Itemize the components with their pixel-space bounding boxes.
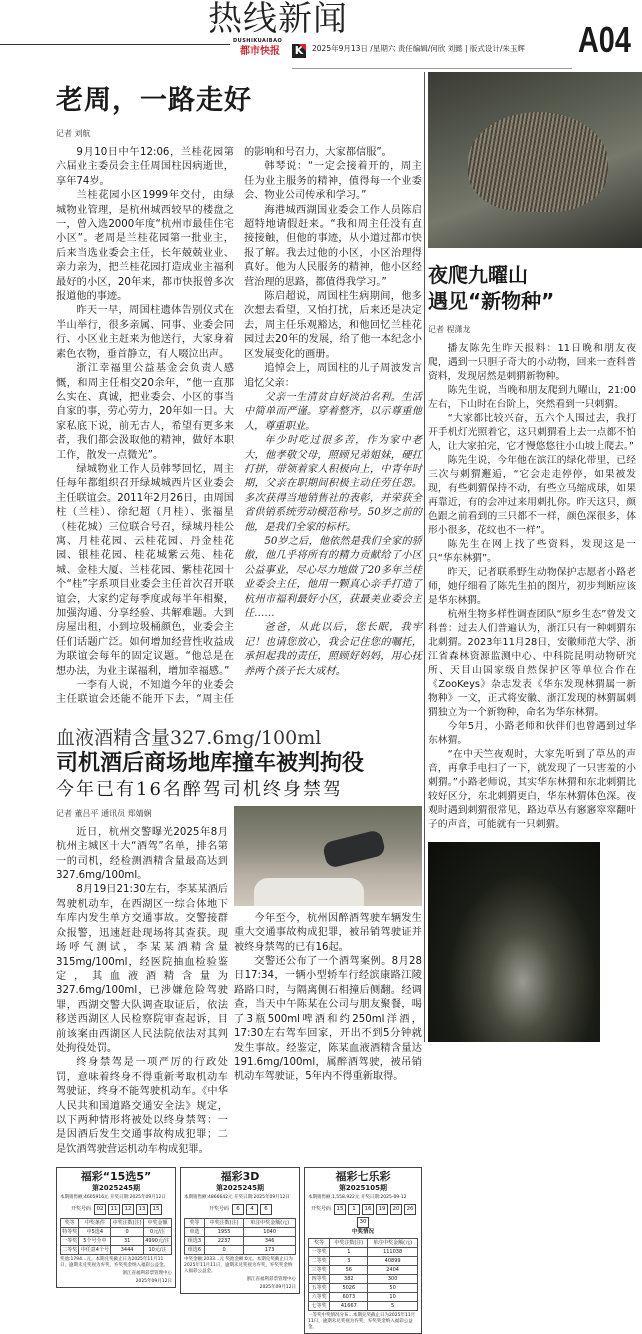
table-header xyxy=(309,1239,418,1248)
table-cell: 346 xyxy=(244,1237,296,1246)
lottery-meta: 本期销售额:4605916元 开奖日期:2025年09月12日 xyxy=(60,1195,166,1201)
hedgehog-figure xyxy=(468,112,608,212)
table-row xyxy=(185,1237,296,1246)
number-ball: 1 xyxy=(348,1204,360,1215)
table-row xyxy=(309,1284,418,1293)
lottery-box xyxy=(180,1167,300,1294)
lottery-title: 福彩七乐彩 xyxy=(335,1170,391,1184)
table-header xyxy=(185,1219,296,1228)
number-ball: 4 xyxy=(246,1204,258,1215)
table-cell: 41667 xyxy=(330,1302,368,1311)
paragraph: 兰桂花园小区1999年交付，由绿城物业管理，是杭州城西较早的楼盘之一，曾入选2000年度“杭州市最佳住宅小区”。老周是兰桂花园第一批业主，后来当选业委会主任，长年兢兢业业、亲力亲为，把兰桂花园打造成业主福利最好的小区，20年来，都市快报曾多次报道他的事迹。 xyxy=(56,190,234,303)
paragraph: 昨天，记者联系野生动物保护志愿者小路老师，她仔细看了陈先生拍的图片，初步判断应该是华东林猬。 xyxy=(428,567,636,606)
table-cell: 1 xyxy=(330,1248,368,1257)
paragraph: 韩琴说：“一定会接着开的，周主任为业主服务的精神，值得每一个业委会、物业公司传承和学习。” xyxy=(244,161,422,202)
paragraph: 父亲一生清贫自好淡泊名利。生活中简单而严谨。穿着整齐，以示尊重他人，尊重职业。 xyxy=(244,391,422,432)
table-cell: 二等奖 xyxy=(62,1247,78,1254)
column-header: 中奖注数(注) xyxy=(112,1220,142,1227)
winning-numbers xyxy=(60,1203,172,1216)
paragraph: 8月19日21:30左右，李某某酒后驾驶机动车，在西湖区一综合体地下车库内发生单方交通事故。交警接群众报警，迅速赶赴现场将其查获。现场呼气测试，李某某酒精含量315mg/100ml，经医院抽血检验鉴定，其血液酒精含量为327.6mg/100ml，已涉嫌危险驾驶罪，西湖交警大队调查取证后，依法移送西湖区人民检察院审查起诉，目前该案由西湖区人民法院依法对其判处拘役处罚。 xyxy=(56,884,228,1054)
table-row xyxy=(309,1257,418,1266)
paragraph: 浙江幸福里公益基金会负责人感慨，和周主任相交20余年，“他一直那么实在、真诚，把业委会、小区的事当自家的事，劳心劳力，20年如一日。大家私底下说，前无古人，希望有更多来者，我们都会汲取他的精神，做好本职工作，散发一点微光”。 xyxy=(56,363,234,461)
masthead xyxy=(0,0,642,72)
column-header: 单注中奖金额(元) xyxy=(244,1219,296,1228)
table-header xyxy=(61,1219,172,1228)
table-row xyxy=(309,1266,418,1275)
lottery-section xyxy=(56,1167,422,1334)
column-header: 奖等 xyxy=(61,1219,79,1228)
dateline-rule xyxy=(292,68,572,69)
table-cell: 10元/注 xyxy=(143,1246,171,1255)
story3-columns xyxy=(56,802,422,1157)
table-row xyxy=(61,1228,172,1237)
left-region xyxy=(56,72,422,1334)
numbers-label: 开奖号码 xyxy=(70,1206,91,1213)
prize-table xyxy=(60,1218,172,1255)
story1-body xyxy=(56,146,422,708)
table-cell: 一等奖 xyxy=(309,1248,330,1257)
winning-numbers xyxy=(184,1203,296,1216)
paragraph: 今年至今，杭州因醉酒驾驶车辆发生重大交通事故构成犯罪，被吊销驾驶证并被终身禁驾的已有16起。 xyxy=(234,912,422,953)
story1-byline: 记者 刘航 xyxy=(56,129,91,138)
table-cell: 382 xyxy=(330,1275,368,1284)
white-car xyxy=(254,878,364,906)
number-ball: 16 xyxy=(362,1204,374,1215)
lottery-footer: 一等奖中奖情况分布…本期兑奖截止日为2025年11月11日，逾期未兑奖视为弃奖，弃奖奖金纳入福彩公益金。 xyxy=(308,1313,416,1331)
table-row xyxy=(61,1246,172,1255)
table-cell: 2404 xyxy=(368,1266,418,1275)
story3-column-right xyxy=(234,912,422,1085)
table-cell: 111038 xyxy=(368,1248,418,1257)
lottery-issue: 第2025245期 xyxy=(91,1184,141,1193)
story2-headline-line2: 遇见“新物种” xyxy=(428,289,555,313)
table-row xyxy=(309,1248,418,1257)
table-cell: 50 xyxy=(368,1284,418,1293)
lottery-box xyxy=(304,1167,422,1334)
table-cell: 0元/注 xyxy=(143,1228,171,1237)
column-header: 奖等 xyxy=(309,1239,330,1248)
page-body xyxy=(0,72,642,1334)
paragraph: 爸爸，从此以后，您长眠，我牢记！也请您放心，我会记住您的嘱托，承担起我的责任，照顾好妈妈，用心抚养两个孩子长大成材。 xyxy=(244,622,422,677)
number-ball: 15 xyxy=(150,1204,162,1215)
story3-column-left xyxy=(56,826,228,1157)
paragraph: 一李有人说，不知道今年的业委会主任联谊会还能不能开下去，“周主任的影响和号召力，大家都信服”。 xyxy=(56,147,392,706)
lottery-issue: 第2025245期 xyxy=(215,1184,265,1193)
table-cell: 10 xyxy=(368,1293,418,1302)
table-cell: 0 xyxy=(111,1228,144,1237)
lottery-title: 福彩“15选5” xyxy=(80,1170,152,1184)
number-ball: 15 xyxy=(334,1204,346,1215)
number-ball: 11 xyxy=(108,1204,120,1215)
paragraph: 9月10日中午12:06，兰桂花园第六届业主委员会主任周国柱因病逝世，享年74岁。 xyxy=(56,147,234,187)
table-cell: 31 xyxy=(111,1237,144,1246)
section-title: 热线新闻 xyxy=(208,0,348,39)
paragraph: 陈先生说，今年他在滨江的绿化带里，已经三次与刺猬邂逅，“它会走走停停，如果被发现，有些刺猬保持不动，有些立马缩成球，如果再靠近，有的会冲过来用刺扎你。昨天这只，颜色跟之前看到的三只都不一样，颜色深很多，体形小很多，花纹也不一样”。 xyxy=(428,455,636,536)
paragraph: 昨天一早，周国柱遗体告别仪式在半山举行，很多亲属、同事、业委会同行、小区业主赶来为他送行，大家身着素色衣物，垂首静立，有人啜泣出声。 xyxy=(56,305,234,360)
column-header: 中奖金额 xyxy=(143,1219,171,1228)
hedgehog-photo xyxy=(428,72,642,248)
story2-body xyxy=(428,342,636,832)
story1-headline: 老周，一路走好 xyxy=(56,85,252,116)
prize-table xyxy=(308,1238,418,1311)
table-cell: 3 xyxy=(330,1257,368,1266)
number-ball: 26 xyxy=(404,1204,416,1215)
lottery-date: 2025年09月12日 xyxy=(259,1285,296,1291)
paragraph: 近日，杭州交警曝光2025年8月杭州主城区十大“酒驾”名单，排名第一的司机，经检测酒精含量最高达到327.6mg/100ml。 xyxy=(56,826,228,882)
table-cell: 6073 xyxy=(330,1293,368,1302)
table-cell: 四等奖 xyxy=(309,1275,330,1284)
numbers-label: 开奖号码 xyxy=(208,1206,229,1213)
table-row xyxy=(309,1293,418,1302)
column-header: 中奖注数(注) xyxy=(204,1219,243,1228)
lottery-footer: 中奖金额:2033…元 奖池金额:0元。本期兑奖截止日为2025年11月11日，逾期未兑奖视为弃奖，弃奖奖金纳入福彩公益金。 xyxy=(184,1257,293,1275)
paragraph: 交警还公布了一个酒驾案例。8月28日17:34，一辆小型轿车行经滨康路江陵路路口时，与隔离侧石相撞后侧翻。经调查，当天中午陈某在公司与朋友聚餐，喝了3瓶500ml啤酒和约250ml洋酒，17:30左右驾车回家，开出不到5分钟就发生事故。经鉴定，陈某血液酒精含量达191.6mg/100ml，属醉酒驾驶，被吊销机动车驾驶证，5年内不得重新取得。 xyxy=(234,956,422,1083)
table-cell: 2237 xyxy=(204,1237,243,1246)
lottery-issuer: 浙江省福利彩票管理中心 xyxy=(246,1277,296,1283)
table-cell: 单选 xyxy=(185,1228,205,1237)
lottery-issuer: 浙江省福利彩票管理中心 xyxy=(122,1271,172,1277)
table-cell: 0 xyxy=(204,1246,243,1255)
table-cell: 三等奖 xyxy=(309,1266,330,1275)
story3-byline: 记者 董吕平 通讯员 郑婧娴 xyxy=(56,808,152,818)
dateline: 2025年9月13日 /星期六 责任编辑/何欣 刘懿 | 版式设计/朱玉辉 xyxy=(312,44,525,53)
number-ball: 6 xyxy=(260,1204,272,1215)
paragraph: “大家都比较兴奋，五六个人围过去，我打开手机灯光照着它，这只刺猬看上去一点都不怕人，让大家拍完，它才慢悠悠往小山坡上爬去。” xyxy=(428,413,636,452)
story3-kicker: 血液酒精含量327.6mg/100ml xyxy=(56,726,322,749)
column-header: 中奖条件 xyxy=(79,1219,111,1228)
story3-subhead: 今年已有16名醉驾司机终身禁驾 xyxy=(56,778,343,800)
table-cell: 特等奖 xyxy=(62,1229,78,1236)
paragraph: 播友陈先生昨天报料：11日晚和朋友夜爬，遇到一只胆子奇大的小动物，回来一查科普资料，发现居然是刺猬新物种。 xyxy=(428,343,636,382)
table-row xyxy=(61,1237,172,1246)
prize-label: 中奖情况 xyxy=(351,1229,374,1236)
table-row xyxy=(185,1228,296,1237)
header-rule xyxy=(0,44,230,45)
story2-headline-line1: 夜爬九曜山 xyxy=(428,263,528,287)
lottery-title: 福彩3D xyxy=(220,1170,260,1184)
table-cell: 56 xyxy=(330,1266,368,1275)
paragraph: 年少时吃过很多苦，作为家中老大，他孝敬父母，照顾兄弟姐妹，硬扛打拼，带领着家人积极向上，中青年时期，父亲在职期间积极主动任劳任怨。多次获得当地销售社的表彰，并荣获全省供销系统劳动模范称号。50岁之前的他，是我们全家的标杆。 xyxy=(244,435,422,533)
table-cell: 4990元/注 xyxy=(145,1238,170,1245)
k-logo-icon: K xyxy=(292,44,306,58)
prize-table xyxy=(184,1218,296,1255)
brand-pinyin: DUSHIKUAIBAO xyxy=(233,38,283,44)
story2-byline: 记者 程潇龙 xyxy=(428,325,471,334)
table-row xyxy=(309,1302,418,1311)
lottery-issue: 第2025105期 xyxy=(338,1184,388,1193)
numbers-label: 开奖号码 xyxy=(310,1206,331,1213)
table-cell: 中任意4个号 xyxy=(80,1247,109,1254)
paragraph: 杭州生物多样性调查团队“原乡生态”曾发文科普：过去人们普遍认为，浙江只有一种刺猬东北刺猬。2023年11月28日，安徽师范大学、浙江省森林资源监测中心、中科院昆明动物研究所、天目山国家级自然保护区等单位合作在《ZooKeys》杂志发表《华东发现林猬属一新物种》一文，正式将安徽、浙江发现的林猬属刺猬独立为一个新物种，命名为华东林猬。 xyxy=(428,609,636,718)
story3-right xyxy=(234,802,422,1085)
table-cell: 七等奖 xyxy=(309,1302,330,1311)
number-ball: 20 xyxy=(390,1204,402,1215)
table-cell: 300 xyxy=(368,1275,418,1284)
number-ball: 02 xyxy=(94,1204,106,1215)
table-cell: 二等奖 xyxy=(309,1257,330,1266)
table-cell: 一等奖 xyxy=(62,1238,78,1245)
paragraph: 陈启超说，周国柱生病期间，他多次想去看望，又怕打扰，后来还是决定去，周主任乐观豁达，和他回忆兰桂花园过去20年的发展，给了他一本纪念小区发展变化的画册。 xyxy=(244,291,422,360)
paragraph: 今年5月，小路老师和伙伴们也曾遇到过华东林猬。 xyxy=(428,721,636,746)
number-ball: 6 xyxy=(232,1204,244,1215)
table-cell: 3444 xyxy=(111,1246,144,1255)
lottery-footer: 奖池:1794…元。本期兑奖截止日为2025年11月11日，逾期未兑奖视为弃奖，弃奖奖金纳入福彩公益金。 xyxy=(60,1257,168,1269)
paragraph: 终身禁驾是一项严厉的行政处罚，意味着终身不得重新考取机动车驾驶证，终身不能驾驶机动车。《中华人民共和国道路交通安全法》规定，以下两种情形将被处以终身禁驾：一是因酒后发生交通事故构成犯罪；二是饮酒驾驶营运机动车构成犯罪。 xyxy=(56,1057,228,1155)
lottery-meta: 本期销售额:4866642元 开奖日期:2025年09月12日 xyxy=(184,1195,290,1201)
table-row xyxy=(309,1275,418,1284)
number-ball: 13 xyxy=(136,1204,148,1215)
table-cell: 五等奖 xyxy=(309,1284,330,1293)
table-cell: 组选3 xyxy=(185,1237,205,1246)
column-header: 单注中奖金额(元) xyxy=(368,1239,418,1248)
paragraph: 陈先生在网上找了些资料，发现这是一只“华东林猬”。 xyxy=(428,539,636,564)
number-ball: 19 xyxy=(376,1204,388,1215)
story3 xyxy=(56,722,422,1157)
table-row xyxy=(185,1246,296,1255)
table-cell: 六等奖 xyxy=(309,1293,330,1302)
night-hike-photo xyxy=(428,842,600,1042)
right-region xyxy=(424,72,642,1042)
column-header: 中奖注数(注) xyxy=(330,1239,368,1248)
paragraph: “在中天竺夜观时，大家先听到了草丛的声音，再拿手电扫了一下，就发现了一只害羞的小刺猬。”小路老师说，其实华东林猬和东北刺猬比较好区分，东北刺猬更白，华东林猬体色深。夜观时遇到刺猬很常见，路边草丛有窸窸窣窣翻叶子的声音，可能就有一只刺猬。 xyxy=(428,749,636,830)
table-cell: 5 xyxy=(368,1302,418,1311)
page-number: A04 xyxy=(578,19,631,60)
overturned-car xyxy=(322,829,387,869)
winning-numbers xyxy=(308,1203,418,1229)
story3-left xyxy=(56,802,228,1157)
paragraph: 追悼会上，周国柱的儿子周波发言追忆父亲： xyxy=(244,363,422,389)
paragraph: 50岁之后，他依然是我们全家的骄傲，他几乎将所有的精力贡献给了小区公益事业，尽心尽力地做了20多年兰桂业委会主任，他用一颗真心亲手打造了杭州市福利最好小区，获最美业委会主任…… xyxy=(244,535,422,619)
table-cell: 1955 xyxy=(204,1228,243,1237)
lottery-box xyxy=(56,1167,176,1288)
table-cell: 5个号全中 xyxy=(79,1237,111,1246)
special-number: 30 xyxy=(357,1217,369,1228)
paragraph: 海港城西湖国业委会工作人员陈启超特地请假赶来。“我和周主任没有直接接触，但他的事迹，从小道过都市快报了解。我去过他的小区，小区治理得真好。他为人民服务的精神，他小区经营治理的思路，都值得我学习。” xyxy=(244,204,422,288)
paragraph: 绿城物业工作人员韩琴回忆，周主任每年都组织召开绿城城西片区业委会主任联谊会。2011年2月26日，由周国柱（兰桂）、徐纪超（月桂）、张福星（桂花城）三位联合号召，绿城丹桂公寓、月桂花园、云桂花园、丹金桂花园、银桂花园、桂花城紫云苑、桂花城、金桂大厦、兰桂花园、紫桂花园十个“桂”字系项目业委会主任首次召开联谊会，大家约定每季度或每半年相聚，加强沟通、分享经验、共解难题。大到房屋出租，小到垃圾桶颜色，业委会主任们话题广泛。如何增加经营性收益成为联谊会每年的固定议题。“他总是在想办法，为业主谋福利，增加幸福感。” xyxy=(56,463,234,677)
column-header: 奖等 xyxy=(185,1219,205,1228)
table-cell: 组选6 xyxy=(185,1246,205,1255)
number-ball: 12 xyxy=(122,1204,134,1215)
story3-headline: 司机酒后商场地库撞车被判拘役 xyxy=(56,750,365,776)
lottery-meta: 本期销售额:1,558,922元 开奖日期:2025-09-12 xyxy=(308,1195,407,1201)
brand-name: 都市快报 xyxy=(240,46,280,57)
lottery-date: 2025年09月12日 xyxy=(135,1279,172,1285)
paragraph: 陈先生说，当晚和朋友爬到九曜山，21:00左右，下山时在台阶上，突然看到一只刺猬。 xyxy=(428,385,636,410)
table-cell: 1040 xyxy=(244,1228,296,1237)
table-cell: 173 xyxy=(244,1246,296,1255)
table-cell: 中5选4 xyxy=(79,1228,111,1237)
car-crash-photo xyxy=(234,806,422,906)
table-cell: 5026 xyxy=(330,1284,368,1293)
table-cell: 40899 xyxy=(368,1257,418,1266)
